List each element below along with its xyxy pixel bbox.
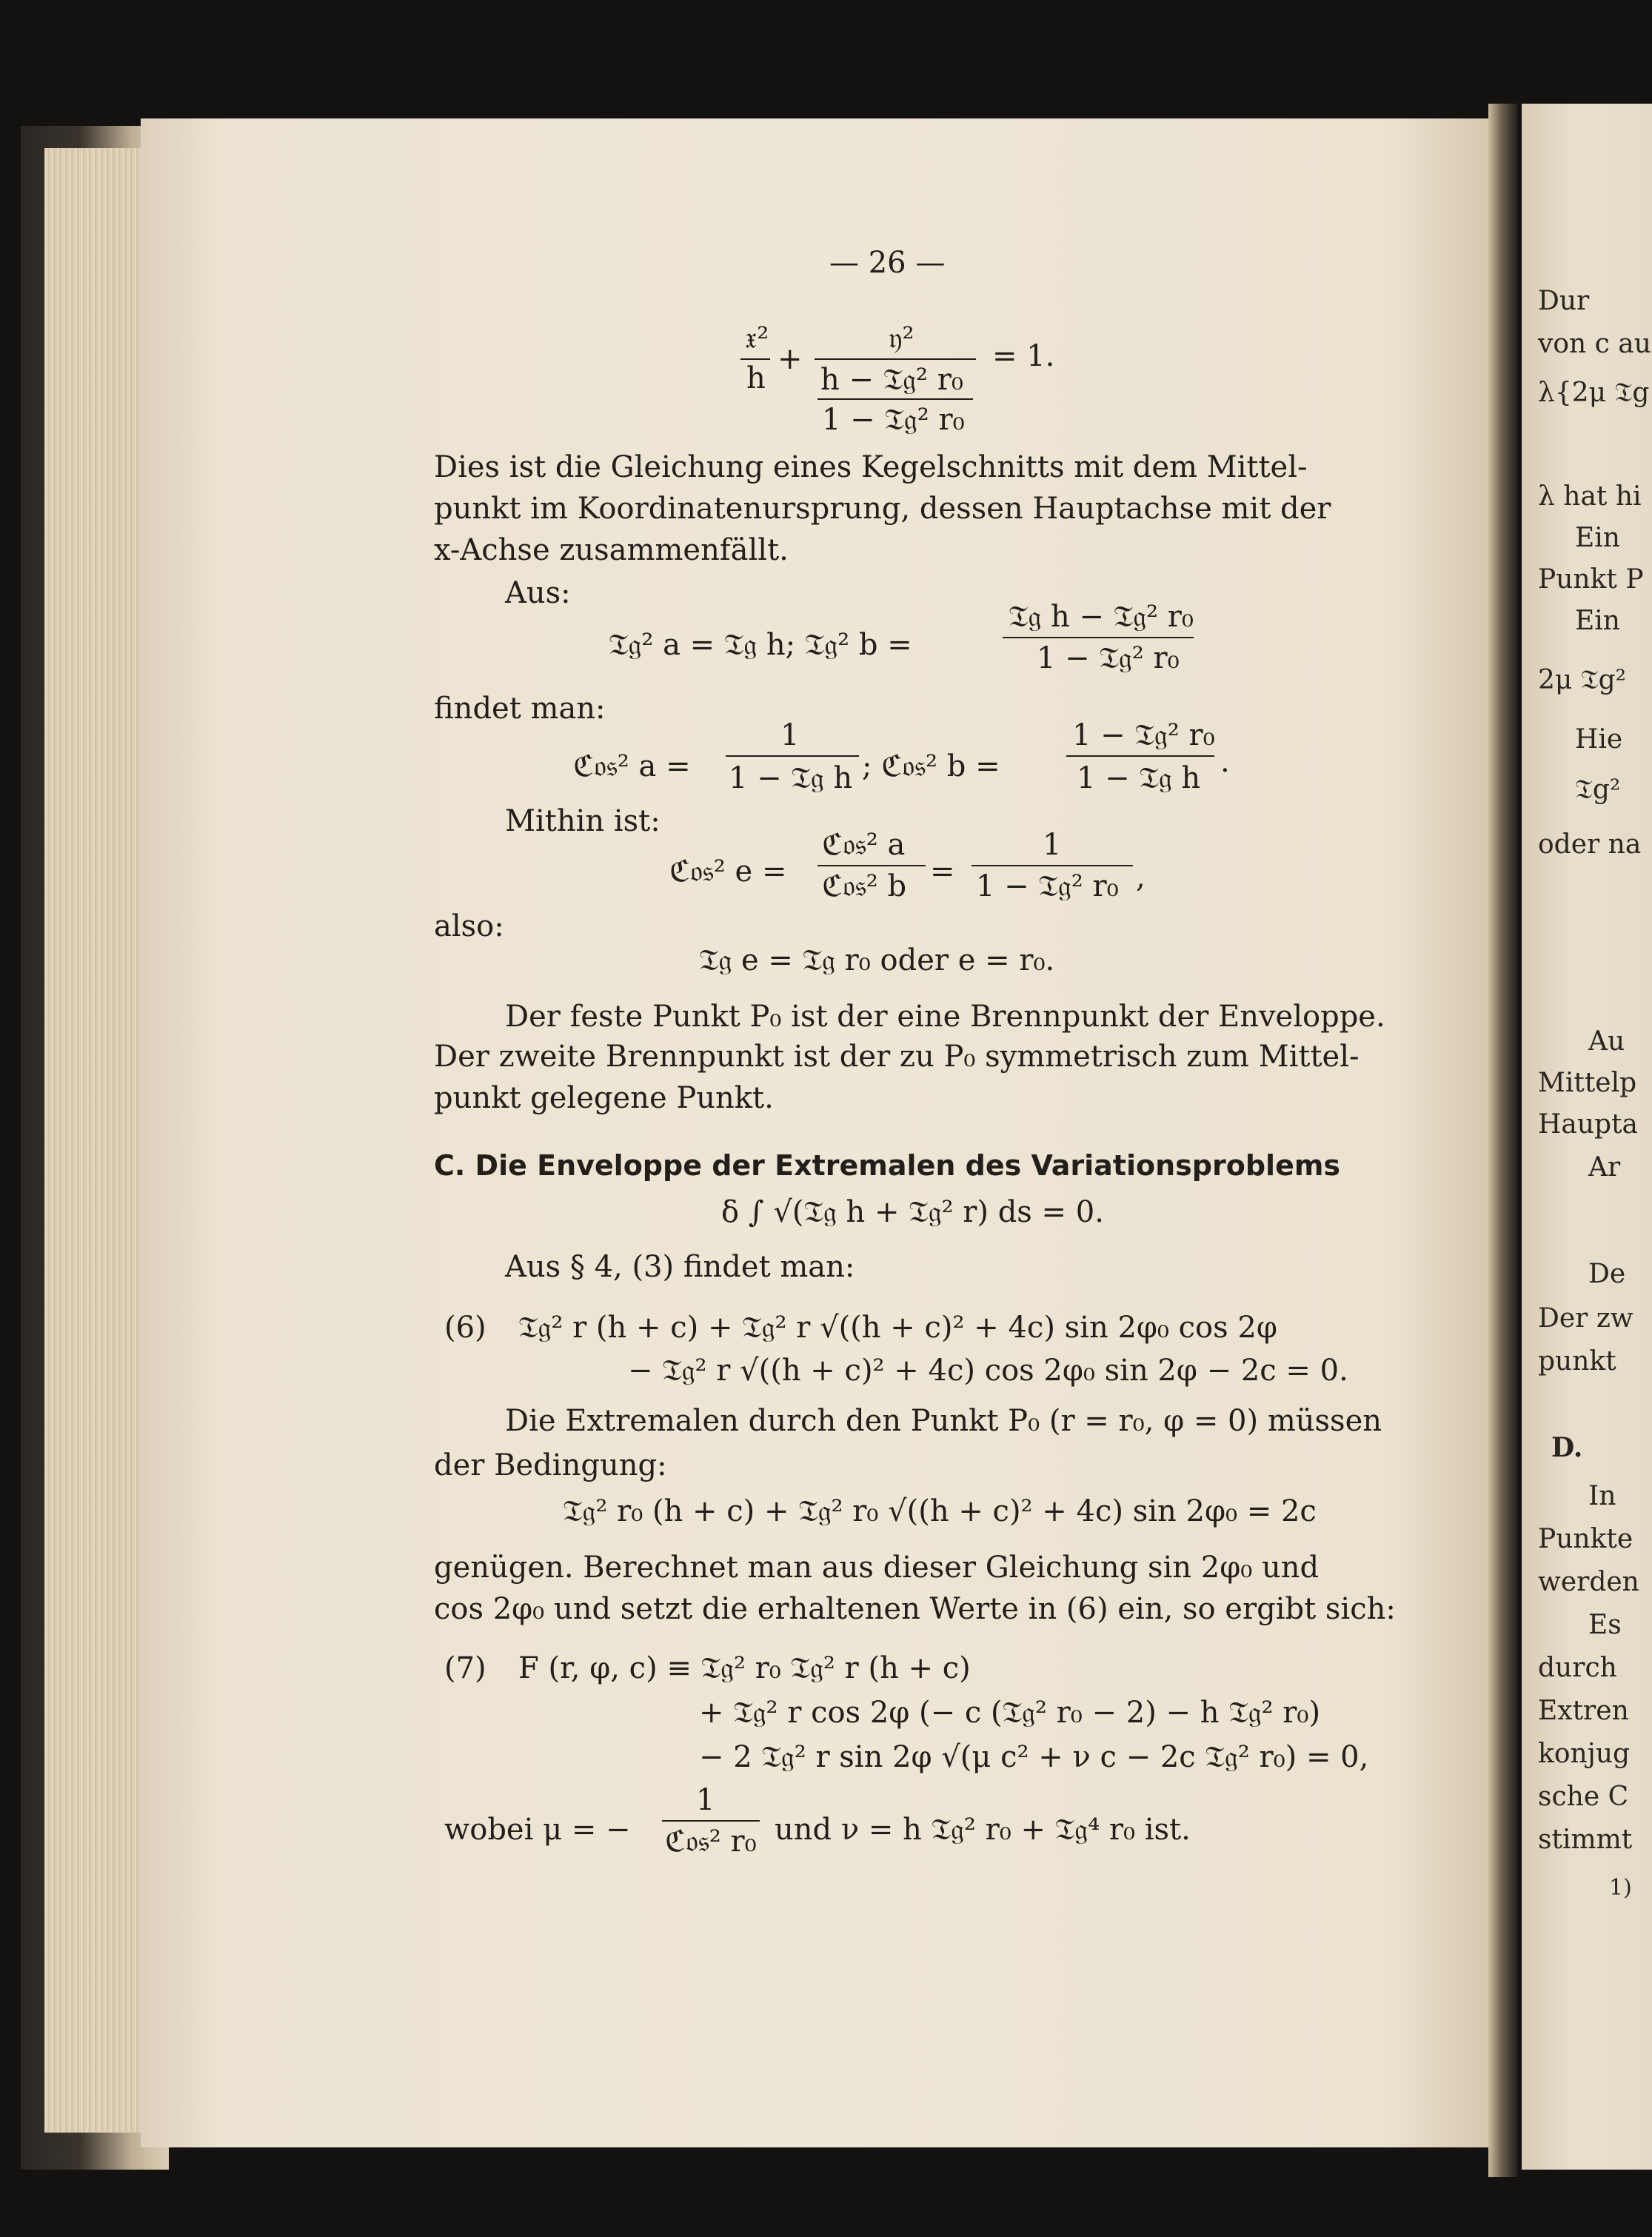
paragraph-line: Aus § 4, (3) findet man:: [505, 1250, 855, 1284]
eq-cos-num1: 1: [780, 718, 800, 752]
eq-term2-num: 𝔶²: [889, 321, 914, 355]
right-page-line: Extren: [1538, 1696, 1629, 1726]
eq-term1-den: h: [746, 361, 766, 395]
section-heading: C. Die Enveloppe der Extremalen des Variationsproblems: [434, 1149, 1341, 1182]
eq-rhs: = 1.: [992, 339, 1055, 373]
right-page-line: konjug: [1538, 1739, 1631, 1769]
right-page-line: λ{2μ 𝔗g: [1538, 378, 1650, 408]
eq-term2-den-den: 1 − 𝔗𝔤² r₀: [822, 403, 965, 437]
right-page-line: durch: [1538, 1653, 1617, 1683]
right-page-line: Dur: [1538, 286, 1590, 316]
right-page-line: 1): [1609, 1875, 1632, 1901]
right-page-line: Au: [1588, 1026, 1625, 1057]
right-page: [1522, 104, 1652, 2170]
eq-e-end: ,: [1136, 860, 1146, 895]
eq-cos-num2: 1 − 𝔗𝔤² r₀: [1072, 718, 1215, 752]
right-page-line: 𝔗g²: [1575, 775, 1621, 805]
fraction-line: [817, 865, 926, 866]
paragraph-line: Die Extremalen durch den Punkt P₀ (r = r₀, φ = 0) müssen: [505, 1404, 1382, 1438]
right-page-line: Hie: [1575, 724, 1623, 755]
eq-e-den2: 1 − 𝔗𝔤² r₀: [976, 869, 1119, 903]
label-also: also:: [434, 909, 504, 943]
eq-cos-end: .: [1220, 745, 1230, 779]
eq-plus: +: [777, 342, 803, 376]
right-page-line: Ein: [1575, 523, 1620, 553]
paragraph-line: Der zweite Brennpunkt ist der zu P₀ symmetrisch zum Mittel-: [434, 1040, 1360, 1074]
right-page-line: sche C: [1538, 1782, 1629, 1812]
right-page-line: De: [1588, 1259, 1626, 1289]
right-page-line: Der zw: [1538, 1303, 1633, 1334]
right-page-line: Ar: [1588, 1152, 1621, 1183]
eq-bedingung: 𝔗𝔤² r₀ (h + c) + 𝔗𝔤² r₀ √((h + c)² + 4c) sin 2φ₀ = 2c: [563, 1494, 1317, 1528]
fraction-line: [726, 755, 859, 757]
right-page-line: oder na: [1538, 829, 1642, 860]
wobei-right: und ν = h 𝔗𝔤² r₀ + 𝔗𝔤⁴ r₀ ist.: [775, 1813, 1191, 1847]
paragraph-line: x-Achse zusammenfällt.: [434, 533, 789, 567]
eq-cos-mid: ; ℭ𝔬𝔰² b =: [862, 749, 1000, 783]
eq-term2-den-num: h − 𝔗𝔤² r₀: [820, 363, 963, 397]
eq-cos-den2: 1 − 𝔗𝔤 h: [1077, 761, 1201, 795]
section-equation: δ ∫ √(𝔗𝔤 h + 𝔗𝔤² r) ds = 0.: [721, 1195, 1104, 1229]
eq-e-den1: ℭ𝔬𝔰² b: [822, 869, 907, 903]
right-page-line: Ein: [1575, 606, 1620, 636]
page-number: — 26 —: [829, 246, 946, 280]
eq7-line2: + 𝔗𝔤² r cos 2φ (− c (𝔗𝔤² r₀ − 2) − h 𝔗𝔤² r₀): [699, 1696, 1321, 1730]
eq7-line1: F (r, φ, c) ≡ 𝔗𝔤² r₀ 𝔗𝔤² r (h + c): [518, 1651, 971, 1685]
paragraph-line: der Bedingung:: [434, 1448, 667, 1482]
right-page-line: Punkt P: [1538, 564, 1644, 595]
fraction-line: [740, 358, 770, 360]
right-page-line: 2μ 𝔗g²: [1538, 665, 1627, 695]
paragraph-line: punkt im Koordinatenursprung, dessen Hauptachse mit der: [434, 492, 1331, 526]
book-gutter: [1488, 104, 1518, 2177]
right-page-line: Mittelp: [1538, 1068, 1637, 1098]
fraction-line: [817, 398, 973, 400]
eq6-line2: − 𝔗𝔤² r √((h + c)² + 4c) cos 2φ₀ sin 2φ − 2c = 0.: [628, 1354, 1348, 1388]
eq-term1-num: 𝔵²: [745, 321, 769, 355]
right-page-line: stimmt: [1538, 1825, 1633, 1855]
eq6-line1: 𝔗𝔤² r (h + c) + 𝔗𝔤² r √((h + c)² + 4c) sin 2φ₀ cos 2φ: [518, 1311, 1277, 1345]
fraction-line: [972, 865, 1133, 866]
right-page-line: λ hat hi: [1538, 481, 1642, 512]
eq-e-num1: ℭ𝔬𝔰² a: [822, 828, 906, 862]
paragraph-line: Dies ist die Gleichung eines Kegelschnitts mit dem Mittel-: [434, 450, 1308, 484]
equation-number: (7): [444, 1651, 486, 1685]
paragraph-line: Der feste Punkt P₀ ist der eine Brennpunkt der Enveloppe.: [505, 1000, 1385, 1034]
right-page-line: Haupta: [1538, 1109, 1639, 1140]
wobei-left: wobei μ = −: [444, 1813, 631, 1847]
right-page-line: von c au: [1538, 329, 1651, 359]
fraction-line: [815, 358, 976, 360]
right-page-line: punkt: [1538, 1346, 1616, 1377]
right-page-line: In: [1588, 1481, 1616, 1511]
right-page-line: werden: [1538, 1567, 1639, 1597]
fraction-line: [662, 1820, 760, 1822]
right-page-line: Punkte: [1538, 1524, 1633, 1554]
paragraph-line: punkt gelegene Punkt.: [434, 1081, 774, 1115]
label-mithin: Mithin ist:: [505, 804, 661, 838]
eq-aus-left: 𝔗𝔤² a = 𝔗𝔤 h; 𝔗𝔤² b =: [609, 628, 912, 662]
fraction-line: [1003, 637, 1194, 638]
label-aus: Aus:: [505, 576, 571, 610]
eq-cos-den1: 1 − 𝔗𝔤 h: [729, 761, 853, 795]
label-findet: findet man:: [434, 692, 606, 726]
right-page-line: D.: [1551, 1432, 1583, 1463]
eq7-line3: − 2 𝔗𝔤² r sin 2φ √(μ c² + ν c − 2c 𝔗𝔤² r₀) = 0,: [699, 1740, 1369, 1774]
wobei-den: ℭ𝔬𝔰² r₀: [665, 1825, 757, 1859]
paragraph-line: cos 2φ₀ und setzt die erhaltenen Werte in (6) ein, so ergibt sich:: [434, 1592, 1396, 1626]
eq-e-left: ℭ𝔬𝔰² e =: [669, 855, 787, 889]
fraction-line: [1066, 755, 1214, 757]
paragraph-line: genügen. Berechnet man aus dieser Gleichung sin 2φ₀ und: [434, 1551, 1320, 1585]
eq-aus-num: 𝔗𝔤 h − 𝔗𝔤² r₀: [1009, 600, 1194, 634]
equation-number: (6): [444, 1311, 486, 1345]
eq-e-eq: =: [930, 855, 955, 889]
eq-cos-left: ℭ𝔬𝔰² a =: [573, 749, 691, 783]
right-page-line: Es: [1588, 1610, 1622, 1640]
eq-e-num2: 1: [1043, 828, 1062, 862]
eq-tg: 𝔗𝔤 e = 𝔗𝔤 r₀ oder e = r₀.: [699, 943, 1055, 977]
wobei-num: 1: [696, 1783, 715, 1817]
eq-aus-den: 1 − 𝔗𝔤² r₀: [1037, 641, 1180, 675]
